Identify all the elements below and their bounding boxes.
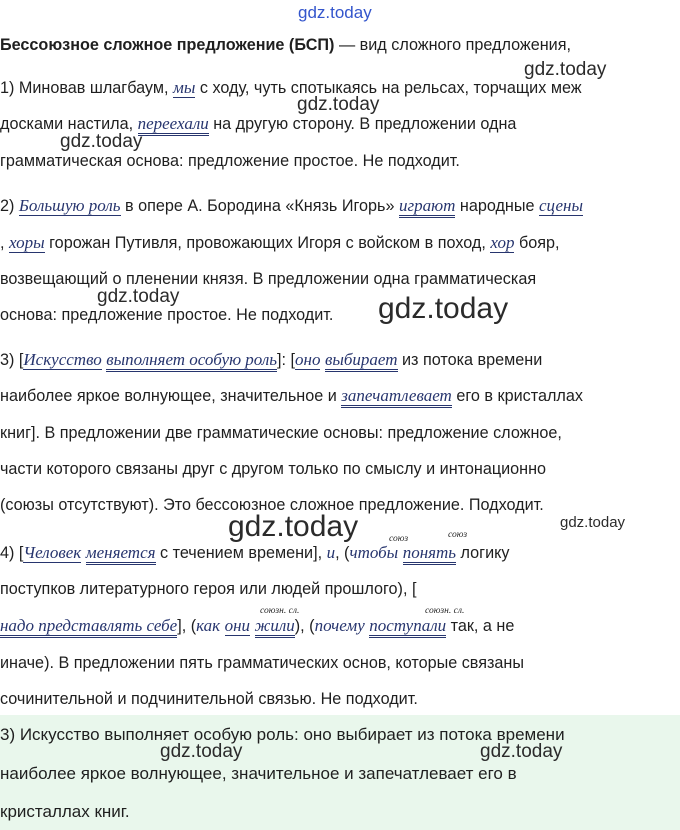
text: 3) [: [0, 351, 24, 369]
text: 4) [: [0, 544, 24, 562]
text: в опере А. Бородина «Князь Игорь»: [120, 197, 399, 215]
predicate: жили: [255, 616, 295, 638]
text: логику: [456, 544, 510, 562]
text: с течением времени],: [155, 544, 327, 562]
subject: Человек: [23, 543, 82, 562]
item1-line1: [0, 78, 582, 98]
conjunction: и: [326, 543, 336, 562]
predicate: надо представлять себе: [0, 616, 177, 638]
label-souz: союз: [448, 530, 468, 540]
item3-line4: части которого связаны друг с другом только по смыслу и интонационно: [0, 460, 547, 478]
item2-line2: [0, 233, 560, 253]
watermark: gdz.today: [297, 94, 380, 115]
item2-line3: возвещающий о пленении князя. В предложении одна грамматическая: [0, 270, 537, 288]
text: народные: [455, 197, 539, 215]
text: ], (: [177, 617, 197, 635]
watermark: gdz.today: [378, 292, 509, 325]
item3-line3: книг]. В предложении две грамматические основы: предложение сложное,: [0, 424, 562, 442]
text: бояр,: [514, 234, 560, 252]
text: ), (: [294, 617, 315, 635]
text: досками настила,: [0, 115, 138, 133]
answer-line1: 3) Искусство выполняет особую роль: оно выбирает из потока времени: [0, 725, 565, 744]
item4-line4: иначе). В предложении пять грамматических основ, которые связаны: [0, 654, 524, 672]
item3-line5: (союзы отсутствуют). Это бессоюзное сложное предложение. Подходит.: [0, 496, 544, 514]
item2-line1: [0, 196, 583, 216]
predicate: переехали: [138, 114, 209, 136]
predicate: запечатлевает: [341, 386, 452, 408]
text: 1) Миновав шлагбаум,: [0, 79, 173, 97]
subject: оно: [295, 350, 321, 369]
intro-line: [0, 35, 571, 55]
term-bsp: Бессоюзное сложное предложение (БСП): [0, 36, 335, 54]
item3-line1: [0, 350, 542, 370]
subject: хоры: [9, 233, 45, 252]
watermark: gdz.today: [97, 286, 180, 307]
text: так, а не: [446, 617, 515, 635]
text: 2): [0, 197, 19, 215]
predicate: выполняет особую роль: [106, 350, 277, 372]
text: [220, 617, 225, 635]
predicate: поступали: [369, 616, 446, 638]
conjunctive-word: как: [196, 616, 221, 635]
watermark: gdz.today: [160, 741, 243, 762]
text: на другую сторону. В предложении одна: [208, 115, 517, 133]
label-souzn-sl: союзн. сл.: [260, 606, 300, 616]
item2-line4: основа: предложение простое. Не подходит.: [0, 306, 334, 324]
watermark: gdz.today: [228, 510, 359, 543]
watermark: gdz.today: [524, 59, 607, 80]
item1-line2: [0, 114, 516, 134]
answer-line2: наиболее яркое волнующее, значительное и запечатлевает его в: [0, 764, 517, 783]
item1-line3: грамматическая основа: предложение простое. Не подходит.: [0, 152, 460, 170]
subject: хор: [490, 233, 515, 252]
text: , (: [335, 544, 350, 562]
predicate: играют: [399, 196, 455, 218]
text: [398, 544, 403, 562]
answer-line3: кристаллах книг.: [0, 802, 130, 821]
text: ,: [0, 234, 9, 252]
subject: Искусство: [23, 350, 102, 369]
label-souzn-sl: союзн. сл.: [425, 606, 465, 616]
predicate: понять: [403, 543, 456, 565]
intro-text: — вид сложного предложения,: [334, 36, 571, 54]
conjunctive-word: почему: [314, 616, 365, 635]
conjunction: чтобы: [349, 543, 399, 562]
text: наиболее яркое волнующее, значительное и: [0, 387, 342, 405]
watermark: gdz.today: [480, 741, 563, 762]
item4-line5: сочинительной и подчинительной связью. Не подходит.: [0, 690, 418, 708]
watermark-top: gdz.today: [298, 3, 372, 22]
predicate: меняется: [86, 543, 156, 565]
text: с ходу, чуть спотыкаясь на рельсах, торчащих меж: [195, 79, 582, 97]
subject: сцены: [539, 196, 583, 215]
label-souz: союз: [389, 534, 409, 544]
item4-line3: [0, 616, 514, 636]
watermark: gdz.today: [560, 514, 626, 531]
text: горожан Путивля, провожающих Игоря с войском в поход,: [44, 234, 491, 252]
text: его в кристаллах: [451, 387, 583, 405]
subject: Большую роль: [18, 196, 121, 215]
predicate: выбирает: [325, 350, 398, 372]
text: ]: [: [277, 351, 296, 369]
item3-line2: [0, 386, 583, 406]
text: [250, 617, 255, 635]
item4-line2: поступков литературного героя или людей прошлого), [: [0, 580, 417, 598]
item4-line1: [0, 543, 509, 563]
subject: они: [224, 616, 251, 635]
watermark: gdz.today: [60, 131, 143, 152]
text: из потока времени: [397, 351, 543, 369]
subject: мы: [172, 78, 196, 97]
